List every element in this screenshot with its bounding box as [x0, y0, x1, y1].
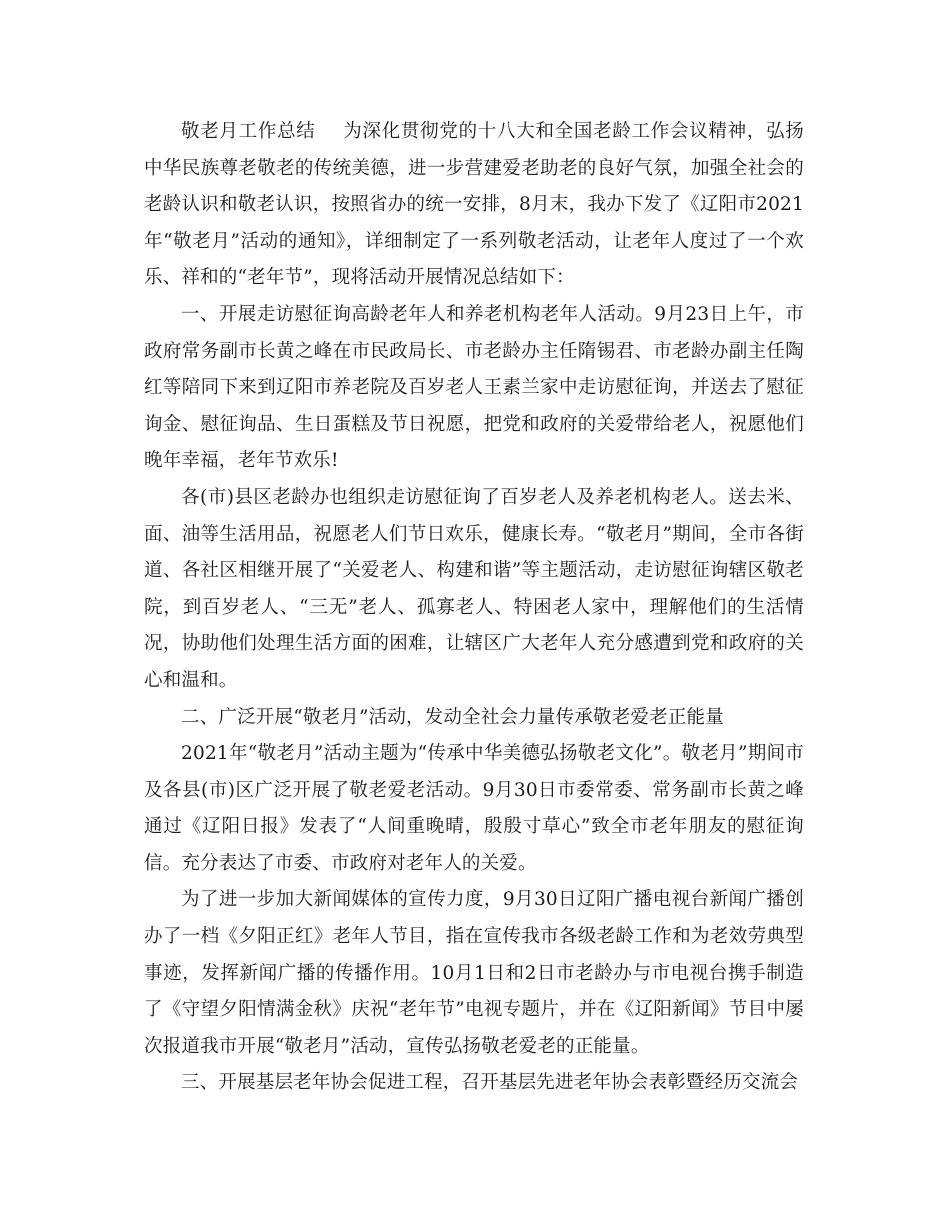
intro-paragraph — [144, 114, 804, 297]
paragraph-media: 为了进一步加大新闻媒体的宣传力度，9月30日辽阳广播电视台新闻广播创办了一档《夕阳正红》老年人节目，指在宣传我市各级老龄工作和为老效劳典型事迹，发挥新闻广播的传播作用。10月1日和2日市老龄办与市电视台携手制造了《守望夕阳情满金秋》庆祝“老年节”电视专题片，并在《辽阳新闻》节目中屡次报道我市开展“敬老月”活动，宣传弘扬敬老爱老的正能量。 — [144, 889, 804, 1057]
paragraph-visits: 一、开展走访慰征询高龄老年人和养老机构老年人活动。9月23日上午，市政府常务副市长黄之峰在市民政局长、市老龄办主任隋锡君、市老龄办副主任陶红等陪同下来到辽阳市养老院及百岁老人王素兰家中走访慰征询，并送去了慰征询金、慰征询品、生日蛋糕及节日祝愿，把党和政府的关爱带给老人，祝愿他们晚年幸福，老年节欢乐! — [144, 303, 804, 472]
document-title: 敬老月工作总结 — [181, 121, 316, 142]
section-heading-3: 三、开展基层老年协会促进工程，召开基层先进老年协会表彰暨经历交流会 — [181, 1072, 799, 1094]
intro-text: 为深化贯彻党的十八大和全国老龄工作会议精神，弘扬中华民族尊老敬老的传统美德，进一步营建爱老助老的良好气氛，加强全社会的老龄认识和敬老认识，按照省办的统一安排，8月末，我办下发了《辽阳市2021年“敬老月”活动的通知》，详细制定了一系列敬老活动，让老年人度过了一个欢乐、祥和的“老年节”，现将活动开展情况总结如下： — [144, 121, 804, 289]
section-heading-2: 二、广泛开展“敬老月”活动，发动全社会力量传承敬老爱老正能量 — [181, 706, 724, 728]
document-body — [144, 114, 804, 1102]
paragraph-theme: 2021年“敬老月”活动主题为“传承中华美德弘扬敬老文化”。敬老月”期间市及各县(市)区广泛开展了敬老爱老活动。9月30日市委常委、常务副市长黄之峰通过《辽阳日报》发表了“人间重晚晴，殷殷寸草心”致全市老年朋友的慰征询信。充分表达了市委、市政府对老年人的关爱。 — [144, 743, 804, 874]
paragraph-county-activities: 各(市)县区老龄办也组织走访慰征询了百岁老人及养老机构老人。送去米、面、油等生活用品，祝愿老人们节日欢乐，健康长寿。“敬老月”期间，全市各街道、各社区相继开展了“关爱老人、构建和谐”等主题活动，走访慰征询辖区敬老院，到百岁老人、“三无”老人、孤寡老人、特困老人家中，理解他们的生活情况，协助他们处理生活方面的困难，让辖区广大老年人充分感遭到党和政府的关心和温和。 — [144, 486, 804, 691]
